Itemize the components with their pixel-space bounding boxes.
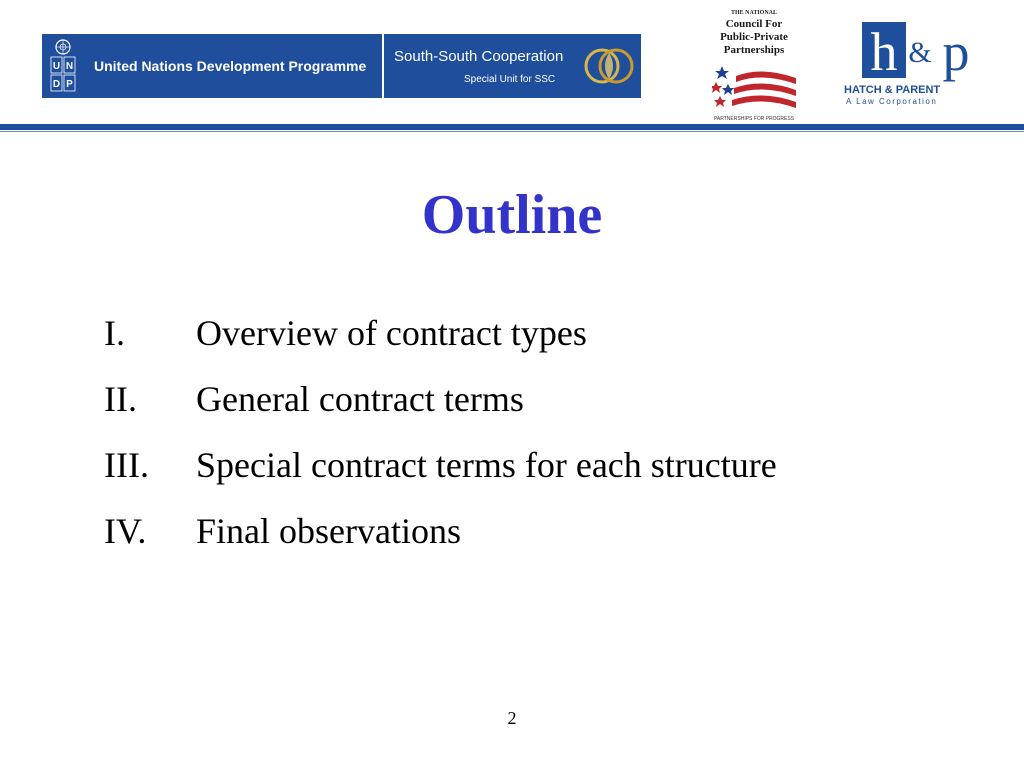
ppp-line-1: THE NATIONAL [730, 10, 778, 16]
american-flag-stars-icon [712, 62, 798, 114]
outline-text: Special contract terms for each structure [196, 445, 777, 485]
page-number: 2 [507, 708, 517, 728]
un-emblem-icon [48, 38, 78, 94]
undp-name: United Nations Development Programme [94, 58, 367, 74]
emblem-letter-u: U [52, 61, 61, 72]
outline-text: Overview of contract types [196, 313, 587, 353]
slide-title: Outline [421, 184, 603, 246]
hp-monogram-h: h [870, 22, 898, 82]
outline-item [104, 376, 984, 442]
emblem-letter-d: D [52, 79, 61, 90]
ppp-line-3: Public-Private [720, 31, 788, 43]
ppp-line-4: Partnerships [723, 44, 785, 56]
outline-number: I. [104, 313, 125, 353]
hp-monogram-amp: & [908, 36, 932, 69]
hp-firm-subtitle: A Law Corporation [846, 97, 938, 106]
undp-banner [42, 34, 384, 98]
outline-text: Final observations [196, 511, 461, 551]
emblem-letter-n: N [65, 61, 74, 72]
outline-number: IV. [104, 511, 147, 551]
ssc-title: South-South Cooperation [394, 48, 564, 65]
ppp-tagline: PARTNERSHIPS FOR PROGRESS [713, 116, 795, 122]
ppp-line-2: Council For [725, 18, 783, 30]
ssc-banner [384, 34, 641, 98]
header-divider [0, 124, 1024, 130]
header-divider-thin [0, 131, 1024, 132]
emblem-letter-p: P [66, 79, 73, 90]
ppp-council-logo [708, 10, 800, 122]
outline-item [104, 442, 984, 508]
outline-text: General contract terms [196, 379, 524, 419]
outline-item [104, 310, 984, 376]
outline-item [104, 508, 984, 574]
hatch-parent-logo [840, 18, 990, 108]
ssc-circles-logo-icon [584, 44, 634, 88]
slide-header [0, 0, 1024, 130]
hp-monogram-p: p [942, 22, 970, 82]
outline-number: III. [104, 445, 149, 485]
outline-list [104, 310, 984, 574]
ssc-subtitle: Special Unit for SSC [464, 74, 556, 85]
outline-number: II. [104, 379, 137, 419]
hp-firm-name: HATCH & PARENT [844, 84, 941, 96]
